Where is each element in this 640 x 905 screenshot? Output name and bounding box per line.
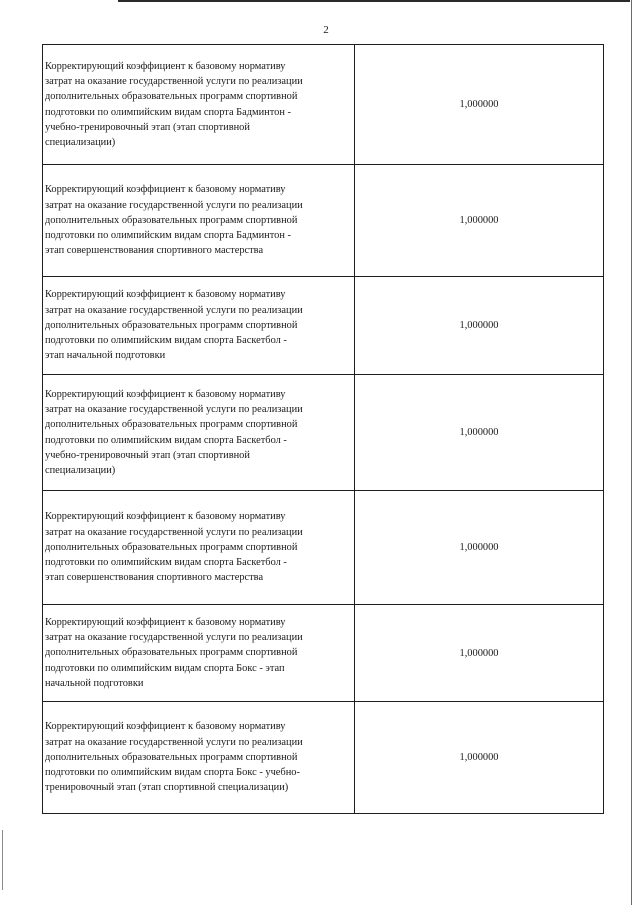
table-row [43, 375, 604, 491]
coefficient-value: 1,000000 [355, 702, 604, 814]
coefficient-value: 1,000000 [355, 375, 604, 491]
description-line: дополнительных образовательных программ спортивной [45, 647, 298, 659]
scan-border-left [2, 830, 3, 890]
description-line: затрат на оказание государственной услуги по реализации [45, 404, 303, 416]
table-row [43, 165, 604, 277]
coefficient-description [43, 277, 355, 375]
description-line: Корректирующий коэффициент к базовому нормативу [45, 616, 286, 628]
coefficient-description [43, 702, 355, 814]
scan-border-top [118, 0, 630, 2]
description-line: подготовки по олимпийским видам спорта Бадминтон - [45, 230, 291, 242]
description-line: специализации) [45, 136, 116, 148]
description-line: дополнительных образовательных программ спортивной [45, 419, 298, 431]
description-line: учебно-тренировочный этап (этап спортивной [45, 449, 250, 461]
coefficient-description [43, 491, 355, 605]
coefficient-value: 1,000000 [355, 165, 604, 277]
description-line: этап совершенствования спортивного мастерства [45, 572, 264, 584]
description-line: дополнительных образовательных программ спортивной [45, 214, 298, 226]
description-line: Корректирующий коэффициент к базовому нормативу [45, 388, 286, 400]
table-row [43, 45, 604, 165]
description-line: учебно-тренировочный этап (этап спортивной [45, 121, 250, 133]
table-row [43, 491, 604, 605]
coefficient-value: 1,000000 [355, 45, 604, 165]
page-number: 2 [323, 24, 329, 36]
description-line: Корректирующий коэффициент к базовому нормативу [45, 60, 286, 72]
description-line: затрат на оказание государственной услуги по реализации [45, 304, 303, 316]
coefficient-value: 1,000000 [355, 491, 604, 605]
coefficient-description [43, 375, 355, 491]
description-line: затрат на оказание государственной услуги по реализации [45, 632, 303, 644]
description-line: дополнительных образовательных программ спортивной [45, 541, 298, 553]
description-line: подготовки по олимпийским видам спорта Бокс - учебно- [45, 767, 300, 779]
description-line: дополнительных образовательных программ спортивной [45, 319, 298, 331]
description-line: затрат на оказание государственной услуги по реализации [45, 526, 303, 538]
description-line: затрат на оказание государственной услуги по реализации [45, 76, 303, 88]
coefficient-value: 1,000000 [355, 605, 604, 702]
description-line: Корректирующий коэффициент к базовому нормативу [45, 184, 286, 196]
description-line: Корректирующий коэффициент к базовому нормативу [45, 289, 286, 301]
table-row [43, 277, 604, 375]
description-line: этап совершенствования спортивного мастерства [45, 245, 264, 257]
description-line: этап начальной подготовки [45, 350, 166, 362]
description-line: дополнительных образовательных программ спортивной [45, 751, 298, 763]
description-line: тренировочный этап (этап спортивной специализации) [45, 782, 289, 794]
description-line: начальной подготовки [45, 677, 144, 689]
description-line: затрат на оказание государственной услуги по реализации [45, 736, 303, 748]
description-line: подготовки по олимпийским видам спорта Баскетбол - [45, 335, 287, 347]
coefficient-description [43, 165, 355, 277]
description-line: Корректирующий коэффициент к базовому нормативу [45, 721, 286, 733]
description-line: подготовки по олимпийским видам спорта Баскетбол - [45, 557, 287, 569]
description-line: подготовки по олимпийским видам спорта Бадминтон - [45, 106, 291, 118]
coefficient-table [42, 44, 604, 814]
table-row [43, 702, 604, 814]
description-line: Корректирующий коэффициент к базовому нормативу [45, 511, 286, 523]
coefficient-value: 1,000000 [355, 277, 604, 375]
description-line: подготовки по олимпийским видам спорта Бокс - этап [45, 662, 285, 674]
table-row [43, 605, 604, 702]
scan-border-right [631, 0, 632, 905]
description-line: подготовки по олимпийским видам спорта Баскетбол - [45, 434, 287, 446]
coefficient-description [43, 45, 355, 165]
description-line: специализации) [45, 464, 116, 476]
description-line: затрат на оказание государственной услуги по реализации [45, 199, 303, 211]
coefficient-description [43, 605, 355, 702]
description-line: дополнительных образовательных программ спортивной [45, 91, 298, 103]
